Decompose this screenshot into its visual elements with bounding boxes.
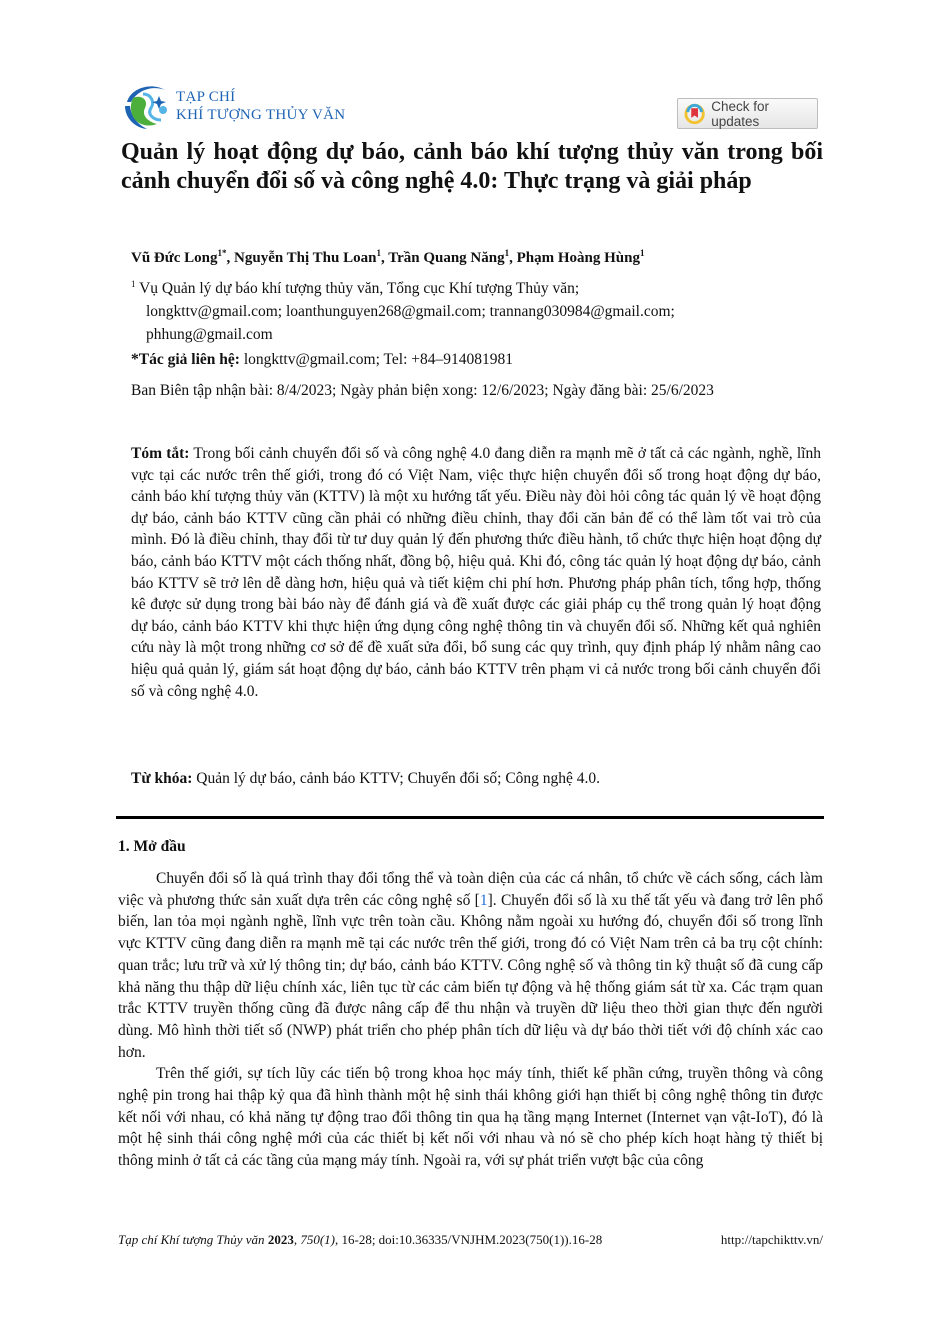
journal-logo-line1: TẠP CHÍ: [176, 89, 236, 105]
keywords: [131, 768, 821, 790]
page-footer: [118, 1232, 823, 1248]
check-for-updates-button[interactable]: [677, 98, 818, 129]
citation: Tạp chí Khí tượng Thủy văn 2023, 750(1), 16-28; doi:10.36335/VNJHM.2023(750(1)).16-28: [118, 1232, 603, 1247]
section-body: [118, 868, 823, 1172]
crossmark-icon: [684, 103, 705, 125]
corresponding-author-label: *Tác giả liên hệ:: [131, 351, 240, 368]
affiliation: [131, 273, 831, 346]
paragraph-text: Chuyển đổi số là quá trình thay đổi tổng thể và toàn diện của các cá nhân, tổ chức về cách sống, cách làm việc và phương thức sản xuất dựa trên các công nghệ số [: [118, 870, 823, 909]
citation-year: 2023: [267, 1232, 294, 1247]
section-heading: 1. Mở đầu: [118, 838, 186, 855]
article-title: Quản lý hoạt động dự báo, cảnh báo khí tượng thủy văn trong bối cảnh chuyển đổi số và công nghệ 4.0: Thực trạng và giải pháp: [121, 139, 823, 194]
affiliation-emails[interactable]: longkttv@gmail.com; loanthunguyen268@gmail.com; trannang030984@gmail.com;: [146, 303, 675, 321]
author-name: Trần Quang Năng: [388, 250, 505, 266]
journal-url[interactable]: http://tapchikttv.vn/: [720, 1232, 823, 1247]
author-name: Phạm Hoàng Hùng: [516, 250, 640, 266]
journal-logo: [121, 80, 371, 132]
author-affiliation-mark: 1: [504, 248, 510, 258]
author-name: Vũ Đức Long: [131, 250, 218, 266]
author-list: Vũ Đức Long$^{1*}$, Nguyễn Thị Thu Loan$^1$, Trần Quang Năng$^1$, Phạm Hoàng Hùng$^1$: [131, 248, 645, 266]
affiliation-mark: 1: [131, 279, 136, 289]
journal-logo-line2: KHÍ TƯỢNG THỦY VĂN: [176, 107, 346, 123]
paragraph-text: ]. Chuyển đổi số là xu thế tất yếu và đang trở lên phổ biến, lan tỏa mọi ngành nghề, lĩnh vực trên toàn cầu. Không nằm ngoài xu hướng đó, chuyển đổi số trong lĩnh vực KTTV cũng đang diễn ra mạnh mẽ tại các nước trên thế giới, trong đó có Việt Nam trên cả ba trụ cột chính: quan trắc; lưu trữ và xử lý thông tin; dự báo, cảnh báo KTTV. Công nghệ số và thông tin kỹ thuật số đã cung cấp khả năng thu thập dữ liệu chính xác, liên tục từ các cảm biến tự động và hệ thống giám sát từ xa. Các trạm quan trắc KTTV truyền thống cũng đã được nâng cấp để thu nhận và truyền dữ liệu theo thời gian thực đến người dùng. Mô hình thời tiết số (NWP) phát triển cho phép phân tích dữ liệu và dự báo thời tiết với độ chính xác cao hơn.: [118, 891, 823, 1061]
abstract-label: Tóm tắt:: [131, 445, 190, 462]
submission-dates: Ban Biên tập nhận bài: 8/4/2023; Ngày phản biện xong: 12/6/2023; Ngày đăng bài: 25/6/2023: [131, 382, 714, 399]
paragraph: [118, 868, 823, 1063]
reference-link[interactable]: 1: [479, 891, 488, 909]
corresponding-author-value[interactable]: longkttv@gmail.com; Tel: +84–914081981: [243, 351, 514, 368]
pages-doi: , 16-28; doi:10.36335/VNJHM.2023(750(1)).16-28: [334, 1232, 603, 1247]
paragraph: Trên thế giới, sự tích lũy các tiến bộ trong khoa học máy tính, thiết kế phần cứng, truyền thông và công nghệ pin trong hai thập kỷ qua đã hình thành một hệ sinh thái không giới hạn thiết bị công nghệ thông tin được kết nối với nhau, có khả năng tự động trao đổi thông tin qua hạ tầng mạng Internet (Internet vạn vật-IoT), đó là một hệ sinh thái công nghệ mới của các thiết bị kết nối với nhau và nó sẽ cho phép kích hoạt hàng tỷ thiết bị thông minh ở tất cả các tầng của mạng máy tính. Ngoài ra, với sự phát triển vượt bậc của công: [118, 1065, 823, 1170]
volume-issue: 750(1): [300, 1232, 335, 1247]
abstract: [131, 443, 821, 702]
keywords-label: Từ khóa:: [131, 770, 193, 787]
keywords-text: Quản lý dự báo, cảnh báo KTTV; Chuyển đổi số; Công nghệ 4.0.: [196, 770, 601, 787]
author-affiliation-mark: 1: [639, 248, 645, 258]
journal-name: Tạp chí Khí tượng Thủy văn: [118, 1232, 265, 1247]
abstract-text: Trong bối cảnh chuyển đổi số và công nghệ 4.0 đang diễn ra mạnh mẽ ở tất cả các ngành, nghề, lĩnh vực tại các nước trên thế giới, trong đó có Việt Nam, việc thực hiện chuyển đổi số trong hoạt động dự báo, cảnh báo khí tượng thủy văn (KTTV) là một xu hướng tất yếu. Điều này đòi hỏi công tác quản lý về hoạt động dự báo, cảnh báo KTTV cũng cần phải có những điều chỉnh, thay đổi căn bản để có thể làm tốt vai trò của mình. Đó là điều chỉnh, thay đổi từ tư duy quản lý đến phương thức điều hành, tổ chức thực hiện hoạt động dự báo, cảnh báo KTTV một cách thống nhất, đồng bộ, hiệu quả. Khi đó, công tác quản lý hoạt động dự báo, cảnh báo KTTV sẽ trở lên dễ dàng hơn, hiệu quả và tiết kiệm chi phí hơn. Phương pháp phân tích, tổng hợp, thống kê được sử dụng trong bài báo này để đánh giá và đề xuất được các giải pháp cụ thể trong quản lý hoạt động dự báo, cảnh báo KTTV khi thực hiện ứng dụng công nghệ thông tin và chuyển đổi số. Những kết quả nghiên cứu này là một trong những cơ sở để đề xuất sửa đổi, bổ sung các quy trình, quy định pháp lý nhằm nâng cao hiệu quả quản lý, giám sát hoạt động dự báo, cảnh báo KTTV trên phạm vi cả nước trong bối cảnh chuyển đổi số và công nghệ 4.0.: [131, 445, 821, 700]
author-affiliation-mark: 1: [376, 248, 381, 258]
affiliation-emails-cont[interactable]: phhung@gmail.com: [146, 326, 273, 344]
section-divider: [116, 816, 824, 819]
journal-logo-icon: [121, 80, 173, 132]
corresponding-author: [131, 349, 831, 371]
check-for-updates-label: Check for updates: [711, 98, 770, 129]
author-affiliation-mark: 1*: [217, 248, 227, 258]
author-name: Nguyễn Thị Thu Loan: [234, 250, 377, 266]
affiliation-institution: Vụ Quản lý dự báo khí tượng thủy văn, Tổng cục Khí tượng Thủy văn;: [139, 280, 580, 298]
